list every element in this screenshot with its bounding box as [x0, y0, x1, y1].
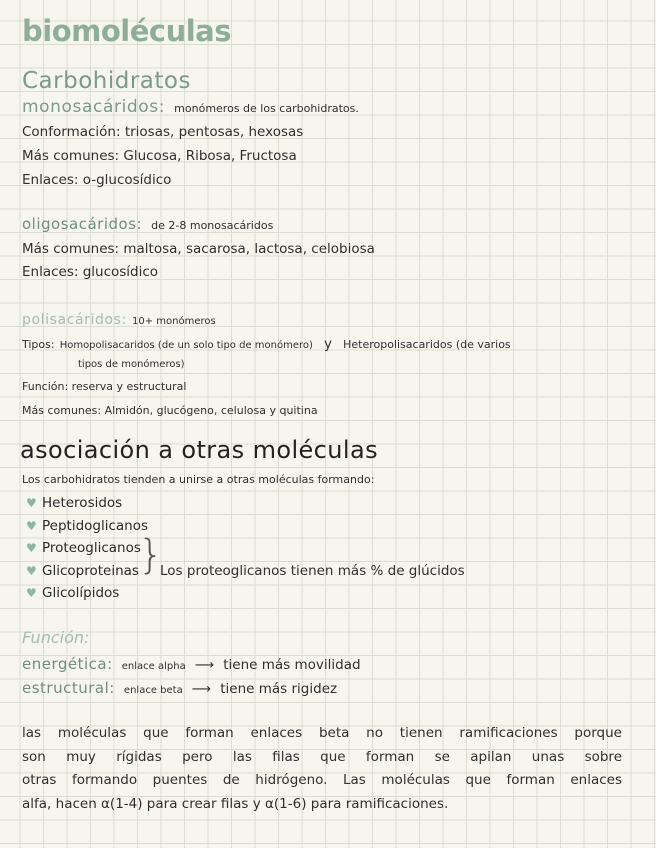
heart-bullet-icon: ♥ — [26, 541, 37, 555]
oligo-label: oligosacáridos: — [22, 215, 143, 233]
asoc-note: Los proteoglicanos tienen más % de glúcidos — [160, 563, 465, 579]
section-heading-asociacion: asociación a otras moléculas — [20, 436, 378, 464]
list-item: ♥ Peptidoglicanos — [22, 515, 148, 538]
funcion-result-beta: tiene más rigidez — [220, 681, 338, 697]
page-title: biomoléculas — [22, 14, 231, 48]
funcion-row-estructural — [22, 678, 337, 697]
oligo-comunes: Más comunes: maltosa, sacarosa, lactosa, celobiosa — [22, 241, 375, 257]
funcion-enlace-beta: enlace beta — [123, 685, 183, 696]
poli-tipos-cont: tipos de monómeros) — [78, 359, 185, 370]
funcion-enlace-alpha: enlace alpha — [121, 661, 186, 672]
funcion-label-energetica: energética: — [22, 655, 113, 673]
poli-line — [22, 309, 216, 328]
paragraph-line: son muy rígidas pero las filas que forman se apilan unas sobre — [22, 748, 622, 765]
poli-comunes: Más comunes: Almidón, glucógeno, celulosa y quitina — [22, 404, 318, 417]
heart-bullet-icon: ♥ — [26, 518, 37, 533]
mono-enlaces: Enlaces: o-glucosídico — [22, 172, 172, 188]
funcion-heading: Función: — [22, 628, 90, 647]
poli-tipos-y: y — [324, 336, 332, 352]
asoc-intro: Los carbohidratos tienden a unirse a otras moléculas formando: — [22, 473, 375, 486]
list-item: ♥ Proteoglicanos — [22, 537, 148, 560]
list-item: ♥ Heterosidos — [22, 492, 148, 515]
arrow-right-icon: ⟶ — [194, 657, 215, 673]
mono-label: monosacáridos: — [22, 97, 166, 117]
mono-desc: monómeros de los carbohidratos. — [174, 102, 359, 115]
mono-comunes: Más comunes: Glucosa, Ribosa, Fructosa — [22, 148, 297, 164]
arrow-right-icon: ⟶ — [191, 681, 212, 697]
paragraph-line: alfa, hacen α(1-4) para crear filas y α(1-6) para ramificaciones. — [22, 795, 449, 812]
mono-conformacion: Conformación: triosas, pentosas, hexosas — [22, 124, 304, 140]
poli-tipos-b: Heteropolisacaridos (de varios — [343, 338, 511, 351]
poli-funcion: Función: reserva y estructural — [22, 380, 187, 393]
list-item: ♥ Glicolípidos — [22, 582, 148, 605]
paragraph-line: las moléculas que forman enlaces beta no tienen ramificaciones porque — [22, 725, 622, 741]
poli-tipos — [22, 333, 511, 352]
heart-bullet-icon: ♥ — [26, 496, 37, 510]
funcion-row-energetica — [22, 654, 361, 673]
brace-icon: } — [138, 532, 164, 578]
poli-tipos-prefix: Tipos: — [22, 338, 55, 351]
summary-paragraph — [22, 722, 622, 816]
funcion-result-alpha: tiene más movilidad — [223, 657, 361, 673]
poli-tipos-a: Homopolisacaridos (de un solo tipo de monómero) — [59, 340, 313, 351]
mono-line — [22, 97, 359, 117]
oligo-line — [22, 214, 273, 233]
poli-desc: 10+ monómeros — [131, 316, 216, 327]
section-heading-carbohidratos: Carbohidratos — [22, 68, 191, 94]
asoc-list — [22, 492, 148, 605]
oligo-desc: de 2-8 monosacáridos — [151, 219, 274, 232]
heart-bullet-icon: ♥ — [26, 586, 37, 600]
poli-label: polisacáridos: — [22, 312, 127, 328]
funcion-label-estructural: estructural: — [22, 679, 115, 697]
heart-bullet-icon: ♥ — [26, 563, 37, 578]
oligo-enlaces: Enlaces: glucosídico — [22, 264, 159, 280]
paragraph-line: otras formando puentes de hidrógeno. Las moléculas que forman enlaces — [22, 772, 622, 788]
list-item: ♥ Glicoproteinas — [22, 560, 148, 583]
